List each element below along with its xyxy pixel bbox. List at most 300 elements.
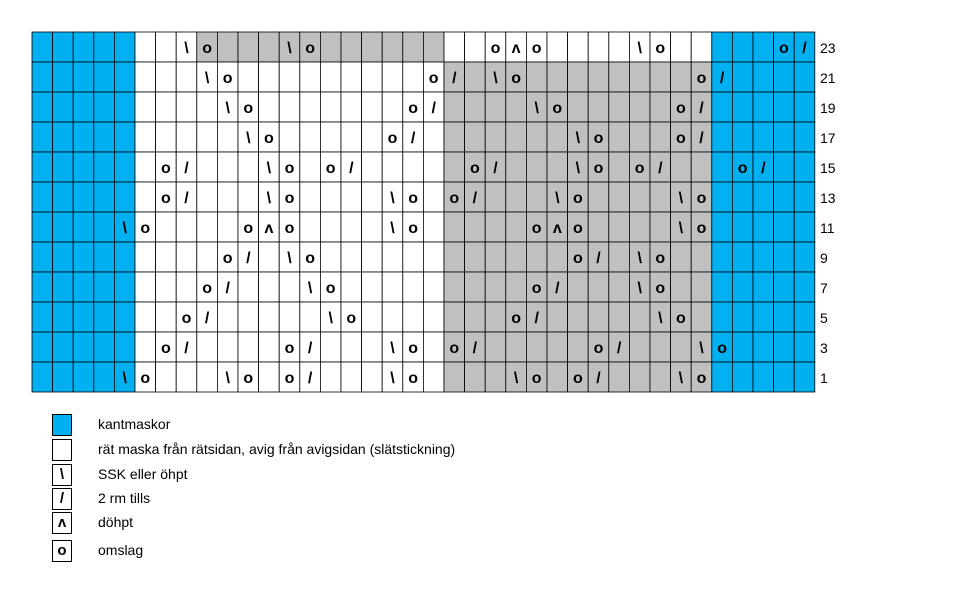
yarn-over-symbol: o [593,160,604,177]
stitch-cell [197,242,218,272]
yarn-over-symbol: o [284,190,295,207]
stitch-cell [423,152,444,182]
row-number: 13 [820,190,836,206]
stitch-cell [300,302,321,332]
ssk-symbol: \ [122,370,127,387]
stitch-cell [465,32,486,62]
k2tog-symbol: / [699,100,704,117]
stitch-cell [341,122,362,152]
stitch-cell [300,122,321,152]
stitch-cell [650,62,671,92]
stitch-cell [609,212,630,242]
stitch-cell [259,32,280,62]
k2tog-symbol: / [246,250,251,267]
stitch-cell [320,182,341,212]
ssk-symbol: \ [204,70,210,87]
edge-stitch-cell [53,212,74,242]
edge-stitch-cell [774,62,795,92]
edge-stitch-cell [73,212,94,242]
stitch-cell [485,212,506,242]
edge-stitch-cell [712,302,733,332]
yarn-over-symbol: o [573,220,583,237]
stitch-cell [423,362,444,392]
edge-stitch-cell [794,92,815,122]
yarn-over-symbol: o [243,100,254,117]
double-decrease-symbol: ʌ [511,40,521,57]
stitch-cell [217,122,238,152]
legend-label: kantmaskor [98,416,171,432]
ssk-symbol: \ [122,220,127,237]
stitch-cell [465,302,486,332]
yarn-over-symbol: o [202,280,212,297]
stitch-cell [156,62,177,92]
yarn-over-symbol: o [573,370,583,387]
k2tog-symbol: / [596,370,601,387]
stitch-cell [362,212,383,242]
stitch-cell [485,272,506,302]
stitch-cell [382,32,403,62]
stitch-cell [259,62,280,92]
edge-stitch-cell [94,182,115,212]
edge-stitch-cell [753,32,774,62]
stitch-cell [176,242,197,272]
row-number: 23 [820,40,836,56]
stitch-cell [650,182,671,212]
yarn-over-symbol: o [531,280,542,297]
stitch-cell [506,212,527,242]
k2tog-symbol: / [472,190,478,207]
stitch-cell [403,62,424,92]
yarn-over-symbol: o [531,40,542,57]
stitch-cell [217,32,238,62]
stitch-cell [362,32,383,62]
stitch-cell [279,302,300,332]
stitch-cell [609,302,630,332]
stitch-cell [135,32,156,62]
stitch-cell [320,32,341,62]
yarn-over-symbol: o [696,370,707,387]
edge-stitch-cell [794,182,815,212]
k2tog-symbol: / [52,488,72,510]
ssk-symbol: \ [390,340,395,357]
edge-stitch-cell [73,32,94,62]
k2tog-symbol: / [761,160,766,177]
stitch-cell [341,212,362,242]
ssk-symbol: \ [575,160,581,177]
yarn-over-symbol: o [655,250,666,267]
stitch-cell [156,362,177,392]
stitch-cell [362,272,383,302]
edge-stitch-cell [73,362,94,392]
stitch-cell [341,242,362,272]
ssk-symbol: \ [390,370,395,387]
edge-stitch-cell [712,92,733,122]
yarn-over-symbol: o [243,220,254,237]
edge-stitch-cell [753,302,774,332]
yarn-over-symbol: o [552,100,563,117]
edge-stitch-cell [94,332,115,362]
edge-stitch-cell [53,242,74,272]
edge-stitch-cell [753,362,774,392]
stitch-cell [279,122,300,152]
edge-stitch-swatch [52,414,72,436]
ssk-symbol: \ [555,190,560,207]
edge-stitch-cell [114,332,135,362]
k2tog-symbol: / [184,190,189,207]
edge-stitch-cell [794,272,815,302]
stitch-cell [403,272,424,302]
yarn-over-symbol: o [655,280,666,297]
edge-stitch-cell [732,122,753,152]
legend-label: 2 rm tills [98,490,151,506]
k2tog-symbol: / [184,340,189,357]
stitch-cell [629,182,650,212]
stitch-cell [650,362,671,392]
stitch-cell [485,242,506,272]
yarn-over-symbol: o [222,250,233,267]
edge-stitch-cell [73,332,94,362]
stitch-cell [217,302,238,332]
stitch-cell [671,332,692,362]
stitch-cell [320,212,341,242]
k2tog-symbol: / [349,160,354,177]
stitch-cell [156,92,177,122]
stitch-cell [609,242,630,272]
edge-stitch-cell [32,242,53,272]
stitch-cell [691,242,712,272]
stitch-cell [382,302,403,332]
stitch-cell [362,302,383,332]
yarn-over-symbol: o [408,100,418,117]
yarn-over-symbol: o [140,220,151,237]
edge-stitch-cell [53,92,74,122]
stitch-cell [135,242,156,272]
k2tog-symbol: / [225,280,230,297]
stitch-cell [403,32,424,62]
edge-stitch-cell [73,122,94,152]
yarn-over-symbol: o [449,340,460,357]
legend-label: döhpt [98,514,134,530]
stitch-cell [526,62,547,92]
stitch-cell [671,62,692,92]
stitch-cell [629,362,650,392]
yarn-over-symbol: o [161,340,171,357]
double-decrease-symbol: ʌ [52,512,72,534]
stitch-cell [671,242,692,272]
edge-stitch-cell [774,362,795,392]
yarn-over-symbol: o [222,70,233,87]
stitch-cell [403,242,424,272]
edge-stitch-cell [94,212,115,242]
stitch-cell [320,122,341,152]
stitch-cell [444,362,465,392]
yarn-over-symbol: o [264,130,274,147]
k2tog-symbol: / [184,160,189,177]
edge-stitch-cell [53,152,74,182]
yarn-over-symbol: o [531,220,542,237]
legend-label: omslag [98,542,144,558]
yarn-over-symbol: o [531,370,542,387]
stitch-cell [259,302,280,332]
edge-stitch-cell [114,152,135,182]
edge-stitch-cell [794,212,815,242]
stitch-cell [423,122,444,152]
edge-stitch-cell [712,182,733,212]
edge-stitch-cell [32,182,53,212]
stitch-cell [691,302,712,332]
stitch-cell [300,62,321,92]
stitch-cell [300,212,321,242]
stitch-cell [629,62,650,92]
stitch-cell [197,182,218,212]
stitch-cell [506,92,527,122]
edge-stitch-cell [94,32,115,62]
stitch-cell [341,362,362,392]
edge-stitch-cell [32,62,53,92]
stitch-cell [609,62,630,92]
stitch-cell [547,362,568,392]
edge-stitch-cell [32,92,53,122]
stitch-cell [176,212,197,242]
stitch-cell [547,32,568,62]
stitch-cell [279,272,300,302]
stitch-cell [238,302,259,332]
edge-stitch-cell [794,122,815,152]
edge-stitch-cell [712,152,733,182]
yarn-over-symbol: o [737,160,748,177]
stitch-cell [279,92,300,122]
k2tog-symbol: / [719,70,725,87]
stitch-cell [526,152,547,182]
stitch-cell [568,92,589,122]
row-number: 5 [820,310,828,326]
stitch-cell [629,122,650,152]
ssk-symbol: \ [390,190,395,207]
stitch-cell [650,92,671,122]
stitch-cell [238,182,259,212]
stitch-cell [279,62,300,92]
edge-stitch-cell [32,362,53,392]
edge-stitch-cell [774,272,795,302]
k2tog-symbol: / [534,310,539,327]
stitch-cell [629,92,650,122]
stitch-cell [588,62,609,92]
ssk-symbol: \ [287,40,292,57]
yarn-over-symbol: o [676,130,686,147]
edge-stitch-cell [753,92,774,122]
yarn-over-symbol: o [470,160,480,177]
yarn-over-symbol: o [408,370,418,387]
stitch-cell [568,332,589,362]
stitch-cell [362,92,383,122]
stitch-cell [588,182,609,212]
stitch-cell [691,152,712,182]
ssk-symbol: \ [52,464,72,486]
k2tog-symbol: / [802,40,807,57]
edge-stitch-cell [774,242,795,272]
stitch-cell [423,182,444,212]
row-number: 19 [820,100,836,116]
stitch-cell [568,302,589,332]
legend-label: rät maska från rätsidan, avig från avigsidan (slätstickning) [98,441,456,457]
stitch-cell [362,242,383,272]
stitch-cell [135,92,156,122]
edge-stitch-cell [712,32,733,62]
stitch-cell [485,92,506,122]
edge-stitch-cell [712,272,733,302]
yarn-over-symbol: o [161,160,171,177]
stitch-cell [156,122,177,152]
stitch-cell [423,302,444,332]
edge-stitch-cell [53,272,74,302]
stitch-cell [609,362,630,392]
edge-stitch-cell [53,182,74,212]
yarn-over-symbol: o [449,190,460,207]
stitch-cell [217,182,238,212]
ssk-symbol: \ [307,280,313,297]
k2tog-symbol: / [699,130,704,147]
stitch-cell [300,92,321,122]
stitch-cell [156,242,177,272]
edge-stitch-cell [794,152,815,182]
edge-stitch-cell [794,302,815,332]
yarn-over-symbol: o [305,40,315,57]
k2tog-symbol: / [555,280,560,297]
yarn-over-symbol: o [490,40,501,57]
stitch-cell [485,122,506,152]
yarn-over-symbol: o [511,70,521,87]
ssk-symbol: \ [658,310,663,327]
stockinette-swatch [52,439,72,461]
stitch-cell [465,62,486,92]
stitch-cell [506,332,527,362]
ssk-symbol: \ [678,370,684,387]
edge-stitch-cell [114,62,135,92]
stitch-cell [650,212,671,242]
edge-stitch-cell [114,242,135,272]
stitch-cell [362,332,383,362]
yarn-over-symbol: o [593,340,604,357]
stitch-cell [217,152,238,182]
stitch-cell [362,182,383,212]
yarn-over-symbol: o [140,370,151,387]
edge-stitch-cell [732,302,753,332]
row-number: 7 [820,280,828,296]
stitch-cell [259,92,280,122]
yarn-over-symbol: o [284,220,295,237]
yarn-over-symbol: o [161,190,171,207]
stitch-cell [238,272,259,302]
stitch-cell [156,32,177,62]
edge-stitch-cell [53,32,74,62]
yarn-over-symbol: o [202,40,212,57]
yarn-over-symbol: o [634,160,645,177]
yarn-over-symbol: o [243,370,254,387]
edge-stitch-cell [114,92,135,122]
stitch-cell [650,332,671,362]
stitch-cell [341,32,362,62]
stitch-cell [588,212,609,242]
yarn-over-symbol: o [52,540,72,562]
edge-stitch-cell [73,272,94,302]
edge-stitch-cell [712,242,733,272]
edge-stitch-cell [732,92,753,122]
stitch-cell [382,62,403,92]
stitch-cell [156,212,177,242]
stitch-cell [135,332,156,362]
edge-stitch-cell [73,62,94,92]
edge-stitch-cell [73,182,94,212]
stitch-cell [547,122,568,152]
ssk-symbol: \ [513,370,519,387]
row-number: 11 [820,220,835,236]
ssk-symbol: \ [678,220,684,237]
stitch-cell [362,152,383,182]
yarn-over-symbol: o [676,100,686,117]
stitch-cell [403,152,424,182]
k2tog-symbol: / [472,340,478,357]
stitch-cell [320,332,341,362]
stitch-cell [217,212,238,242]
yarn-over-symbol: o [655,40,666,57]
edge-stitch-cell [32,122,53,152]
stitch-cell [341,272,362,302]
row-number: 17 [820,130,836,146]
ssk-symbol: \ [246,130,251,147]
edge-stitch-cell [794,62,815,92]
stitch-cell [444,92,465,122]
stitch-cell [526,242,547,272]
stitch-cell [568,32,589,62]
edge-stitch-cell [753,122,774,152]
stitch-cell [156,302,177,332]
yarn-over-symbol: o [387,130,398,147]
stitch-cell [341,92,362,122]
edge-stitch-cell [94,242,115,272]
stitch-cell [341,62,362,92]
edge-stitch-cell [73,152,94,182]
stitch-cell [423,242,444,272]
stitch-cell [609,152,630,182]
stitch-cell [135,122,156,152]
ssk-symbol: \ [637,250,642,267]
yarn-over-symbol: o [696,220,707,237]
stitch-cell [506,122,527,152]
ssk-symbol: \ [678,190,684,207]
ssk-symbol: \ [637,280,642,297]
edge-stitch-cell [774,302,795,332]
stitch-cell [691,32,712,62]
stitch-cell [259,362,280,392]
edge-stitch-cell [774,152,795,182]
stitch-cell [465,242,486,272]
stitch-cell [259,242,280,272]
stitch-cell [547,302,568,332]
ssk-symbol: \ [266,190,272,207]
stitch-cell [671,152,692,182]
stitch-cell [506,272,527,302]
stitch-cell [238,332,259,362]
stitch-cell [176,62,197,92]
edge-stitch-cell [32,332,53,362]
stitch-cell [526,122,547,152]
edge-stitch-cell [732,332,753,362]
stitch-cell [135,272,156,302]
k2tog-symbol: / [204,310,210,327]
edge-stitch-cell [73,302,94,332]
edge-stitch-cell [774,182,795,212]
edge-stitch-cell [94,362,115,392]
